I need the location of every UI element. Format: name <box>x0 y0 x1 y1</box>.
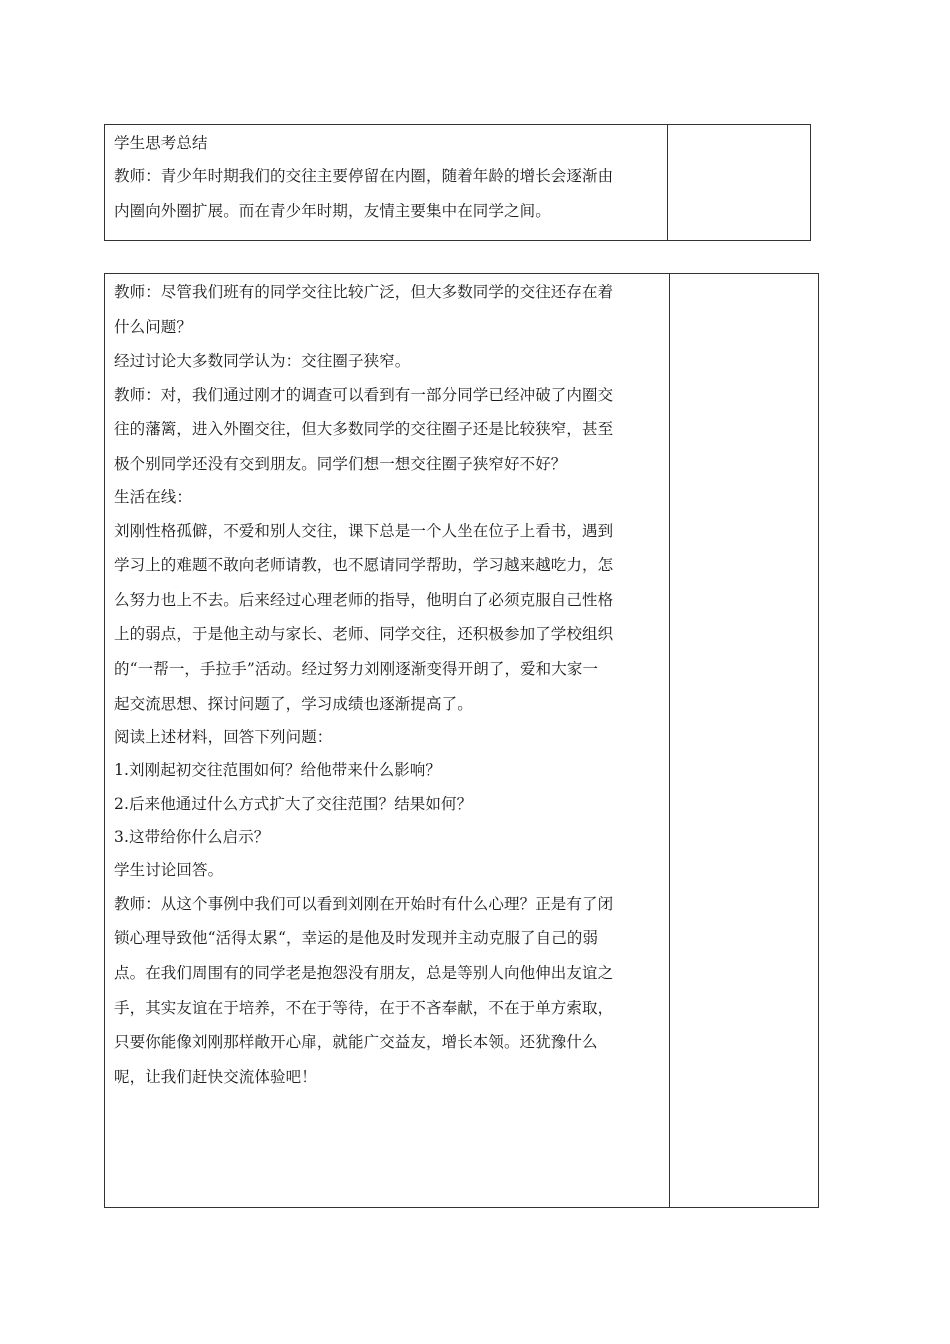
text-line: 教师：从这个事例中我们可以看到刘刚在开始时有什么心理？正是有了闭 <box>114 894 614 913</box>
text-line: 往的藩篱，进入外圈交往，但大多数同学的交往圈子还是比较狭窄，甚至 <box>114 420 614 439</box>
text-line: 内圈向外圈扩展。而在青少年时期，友情主要集中在同学之间。 <box>114 201 551 220</box>
text-line: 教师：青少年时期我们的交往主要停留在内圈，随着年龄的增长会逐渐由 <box>114 167 614 186</box>
text-line: 的“一帮一，手拉手”活动。经过努力刘刚逐渐变得开朗了，爱和大家一 <box>114 659 599 678</box>
text-line: 呢，让我们赶快交流体验吧！ <box>114 1067 317 1086</box>
text-line: 起交流思想、探讨问题了，学习成绩也逐渐提高了。 <box>114 694 473 713</box>
text-line: 1.刘刚起初交往范围如何？给他带来什么影响？ <box>114 761 441 780</box>
text-line: 刘刚性格孤僻，不爱和别人交往，课下总是一个人坐在位子上看书，遇到 <box>114 521 614 540</box>
text-line: 教师：对，我们通过刚才的调查可以看到有一部分同学已经冲破了内圈交 <box>114 385 614 404</box>
text-line: 么努力也上不去。后来经过心理老师的指导，他明白了必须克服自己性格 <box>114 590 614 609</box>
text-line: 教师：尽管我们班有的同学交往比较广泛，但大多数同学的交往还存在着 <box>114 283 614 301</box>
text-line: 学生思考总结 <box>114 134 208 152</box>
text-line: 手，其实友谊在于培养，不在于等待，在于不吝奉献，不在于单方索取， <box>114 998 614 1017</box>
text-line: 3.这带给你什么启示？ <box>114 828 270 847</box>
text-line: 学习上的难题不敢向老师请教，也不愿请同学帮助，学习越来越吃力，怎 <box>114 556 614 575</box>
text-line: 上的弱点，于是他主动与家长、老师、同学交往，还积极参加了学校组织 <box>114 625 614 644</box>
discussion-table <box>104 273 819 1208</box>
discussion-content-cell <box>105 274 670 1207</box>
summary-notes-cell <box>668 125 810 240</box>
text-line: 经过讨论大多数同学认为：交往圈子狭窄。 <box>114 352 411 371</box>
text-line: 极个别同学还没有交到朋友。同学们想一想交往圈子狭窄好不好？ <box>114 454 567 473</box>
discussion-notes-cell <box>670 274 818 1207</box>
text-line: 什么问题？ <box>114 317 193 336</box>
text-line: 阅读上述材料，回答下列问题： <box>114 727 333 746</box>
text-line: 生活在线： <box>114 488 193 507</box>
text-line: 学生讨论回答。 <box>114 861 224 880</box>
text-line: 只要你能像刘刚那样敞开心扉，就能广交益友，增长本领。还犹豫什么 <box>114 1033 598 1052</box>
text-line: 点。在我们周围有的同学老是抱怨没有朋友，总是等别人向他伸出友谊之 <box>114 964 614 983</box>
summary-content-cell <box>105 125 668 240</box>
text-line: 2.后来他通过什么方式扩大了交往范围？结果如何？ <box>114 794 473 813</box>
text-line: 锁心理导致他“活得太累“，幸运的是他及时发现并主动克服了自己的弱 <box>114 929 599 948</box>
summary-table <box>104 124 811 241</box>
